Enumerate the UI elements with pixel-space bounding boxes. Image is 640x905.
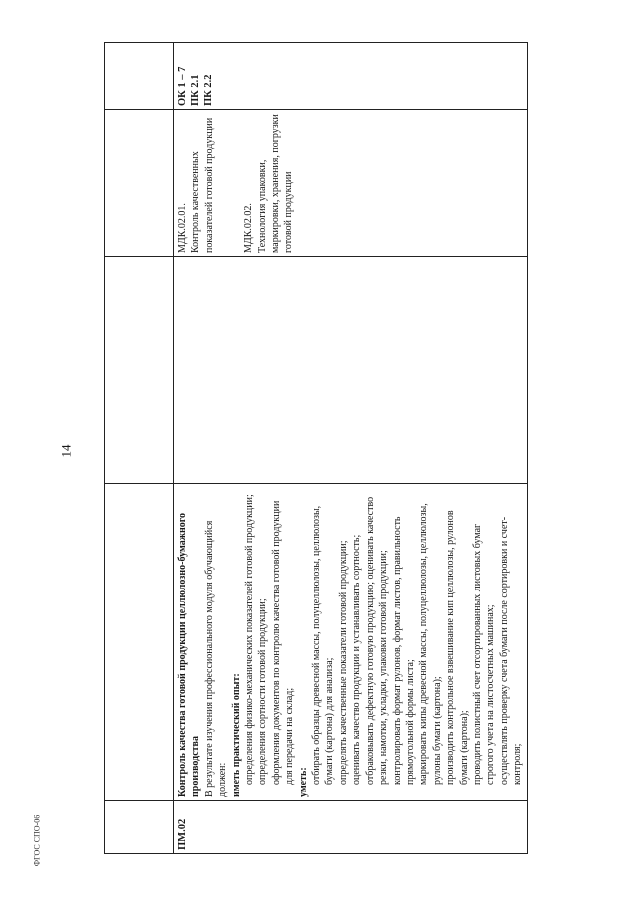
competencies-cell (174, 43, 528, 110)
module-title: Контроль качества готовой продукции целлюлозно-бумажного производства (177, 512, 202, 797)
experience-item: оформления документов по контролю качества готовой продукции для передачи на склад; (270, 500, 296, 785)
table-row-top (105, 43, 174, 854)
mdk-item (242, 113, 296, 253)
hours-cell (174, 257, 528, 484)
table-row (174, 43, 528, 854)
skill-item: осуществлять проверку счета бумаги после сортировки и счет-контроля; (498, 516, 524, 785)
footer-code: ФГОС СПО-06 (32, 814, 42, 866)
mdk-code: МДК.02.02. (243, 203, 255, 253)
module-content-cell (174, 484, 528, 801)
skill-item: производить контрольное взвешивание кип целлюлозы, рулонов бумаги (картона); (445, 510, 470, 785)
skill-item: определять качественные показатели готовой продукции; (337, 540, 349, 785)
experience-item: определения физико-механических показателей готовой продукции; (244, 494, 256, 785)
module-code: ПМ.02 (177, 818, 188, 850)
module-intro: В результате изучения профессионального модуля обучающийся должен: (203, 520, 229, 797)
competency-table (104, 42, 528, 854)
mdk-code: МДК.02.01. (177, 203, 188, 253)
mdk-item (176, 113, 216, 253)
skill-item: маркировать кипы древесной массы, полуцеллюлозы, целлюлозы, рулоны бумаги (картона); (418, 503, 443, 785)
competency-code: ПК 2.2 (203, 74, 214, 106)
skill-item: отбраковывать дефектную готовую продукцию; оценивать качество резки, намотки, укладки, упаковки готовой продукции; (364, 496, 390, 785)
competency-code: ОК 1 – 7 (177, 66, 188, 106)
cell-empty-top (105, 43, 174, 110)
competency-code: ПК 2.1 (190, 74, 201, 106)
mdk-cell (174, 110, 528, 257)
mdk-name: Технология упаковки, маркировки, хранения, погрузки готовой продукции (256, 114, 295, 253)
skill-item: проводить полистный счет отсортированных листовых бумаг строгого учета на листосчетных машинах; (471, 523, 497, 785)
skill-item: отбирать образцы древесной массы, полуцеллюлозы, целлюлозы, бумаги (картона) для анализа; (311, 505, 336, 785)
module-code-cell (174, 801, 528, 854)
page-number: 14 (58, 444, 73, 458)
cell-empty-top (105, 801, 174, 854)
cell-empty-top (105, 257, 174, 484)
experience-label: иметь практический опыт: (230, 673, 242, 797)
skill-item: контролировать формат рулонов, формат листов, правильность прямоугольной формы листа; (391, 516, 416, 785)
mdk-name: Контроль качественных показателей готовой продукции (190, 117, 215, 253)
table-container (104, 46, 594, 854)
skill-item: оценивать качество продукции и устанавливать сортность; (351, 534, 363, 785)
skills-label: уметь: (297, 767, 309, 797)
cell-empty-top (105, 110, 174, 257)
cell-empty-top (105, 484, 174, 801)
table-rotated (104, 46, 594, 854)
experience-item: определения сортности готовой продукции; (257, 598, 269, 785)
